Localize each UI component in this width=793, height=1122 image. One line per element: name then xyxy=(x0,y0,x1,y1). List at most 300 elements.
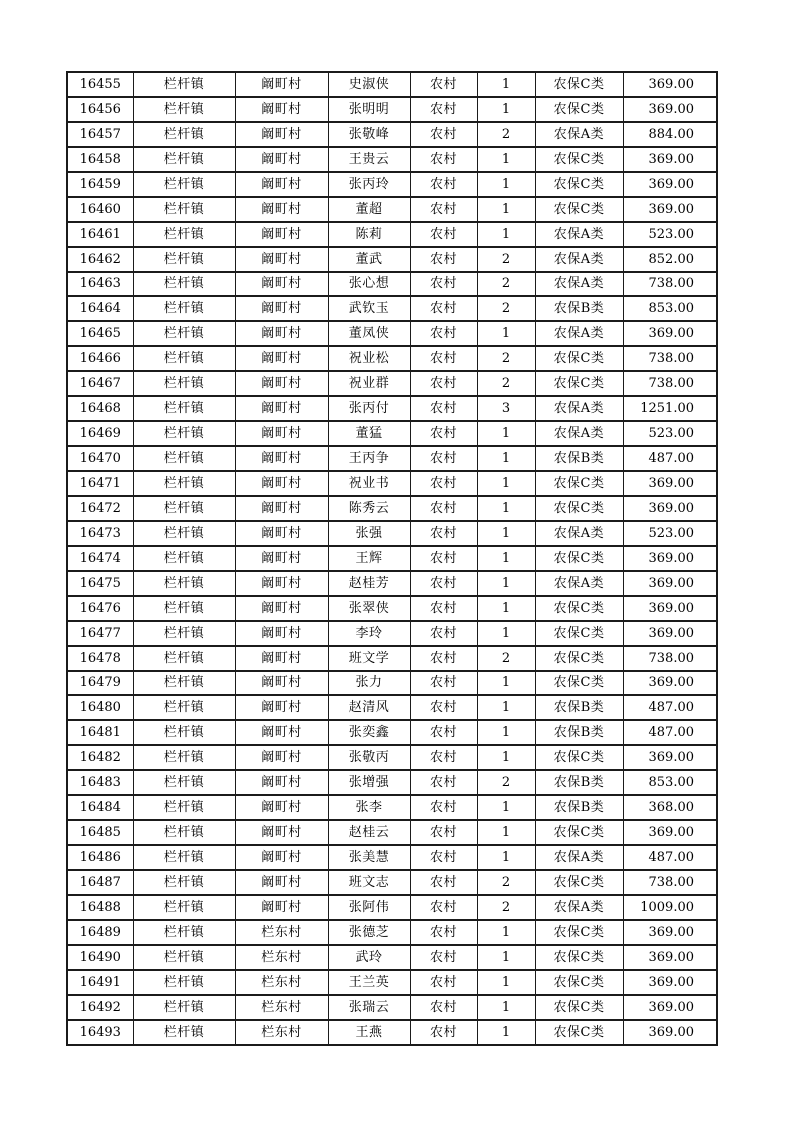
cell-residence-type: 农村 xyxy=(410,895,477,920)
table-row xyxy=(67,247,717,272)
table-row xyxy=(67,321,717,346)
cell-town: 栏杆镇 xyxy=(133,496,235,521)
cell-residence-type: 农村 xyxy=(410,646,477,671)
cell-insurance-category: 农保C类 xyxy=(535,820,623,845)
cell-amount: 369.00 xyxy=(623,745,717,770)
cell-town: 栏杆镇 xyxy=(133,446,235,471)
cell-amount: 487.00 xyxy=(623,845,717,870)
cell-village: 阚町村 xyxy=(235,596,328,621)
cell-person-name: 张增强 xyxy=(328,770,410,795)
table-row xyxy=(67,172,717,197)
table-row xyxy=(67,970,717,995)
cell-person-count: 1 xyxy=(477,720,535,745)
cell-insurance-category: 农保A类 xyxy=(535,222,623,247)
cell-amount: 853.00 xyxy=(623,770,717,795)
cell-village: 阚町村 xyxy=(235,496,328,521)
cell-person-name: 王兰英 xyxy=(328,970,410,995)
cell-town: 栏杆镇 xyxy=(133,172,235,197)
cell-amount: 369.00 xyxy=(623,621,717,646)
table-row xyxy=(67,521,717,546)
cell-village: 阚町村 xyxy=(235,371,328,396)
cell-person-name: 李玲 xyxy=(328,621,410,646)
cell-amount: 369.00 xyxy=(623,820,717,845)
table-row xyxy=(67,920,717,945)
table-row xyxy=(67,995,717,1020)
cell-village: 阚町村 xyxy=(235,421,328,446)
cell-amount: 369.00 xyxy=(623,945,717,970)
cell-village: 阚町村 xyxy=(235,122,328,147)
cell-id: 16472 xyxy=(67,496,133,521)
cell-person-name: 董猛 xyxy=(328,421,410,446)
insurance-roster-table xyxy=(66,71,718,1046)
cell-village: 阚町村 xyxy=(235,272,328,297)
cell-town: 栏杆镇 xyxy=(133,421,235,446)
cell-id: 16469 xyxy=(67,421,133,446)
cell-insurance-category: 农保C类 xyxy=(535,870,623,895)
table-row xyxy=(67,471,717,496)
cell-town: 栏杆镇 xyxy=(133,1020,235,1045)
cell-town: 栏杆镇 xyxy=(133,521,235,546)
cell-village: 阚町村 xyxy=(235,346,328,371)
cell-insurance-category: 农保B类 xyxy=(535,446,623,471)
cell-residence-type: 农村 xyxy=(410,296,477,321)
cell-town: 栏杆镇 xyxy=(133,546,235,571)
cell-amount: 369.00 xyxy=(623,596,717,621)
cell-residence-type: 农村 xyxy=(410,396,477,421)
cell-residence-type: 农村 xyxy=(410,571,477,596)
cell-id: 16488 xyxy=(67,895,133,920)
table-row xyxy=(67,945,717,970)
cell-residence-type: 农村 xyxy=(410,870,477,895)
table-row xyxy=(67,496,717,521)
cell-village: 阚町村 xyxy=(235,820,328,845)
cell-id: 16458 xyxy=(67,147,133,172)
cell-town: 栏杆镇 xyxy=(133,995,235,1020)
cell-amount: 738.00 xyxy=(623,272,717,297)
table-body xyxy=(67,72,717,1045)
cell-village: 阚町村 xyxy=(235,72,328,97)
cell-id: 16474 xyxy=(67,546,133,571)
cell-village: 栏东村 xyxy=(235,995,328,1020)
cell-town: 栏杆镇 xyxy=(133,222,235,247)
table-row xyxy=(67,671,717,696)
table-row xyxy=(67,147,717,172)
cell-residence-type: 农村 xyxy=(410,321,477,346)
cell-residence-type: 农村 xyxy=(410,222,477,247)
table-row xyxy=(67,870,717,895)
cell-person-name: 张翠侠 xyxy=(328,596,410,621)
cell-village: 栏东村 xyxy=(235,1020,328,1045)
cell-amount: 369.00 xyxy=(623,172,717,197)
cell-person-name: 武玲 xyxy=(328,945,410,970)
cell-village: 阚町村 xyxy=(235,845,328,870)
cell-id: 16464 xyxy=(67,296,133,321)
cell-person-count: 1 xyxy=(477,471,535,496)
cell-person-count: 1 xyxy=(477,1020,535,1045)
cell-residence-type: 农村 xyxy=(410,97,477,122)
cell-village: 阚町村 xyxy=(235,745,328,770)
cell-residence-type: 农村 xyxy=(410,122,477,147)
cell-residence-type: 农村 xyxy=(410,346,477,371)
cell-amount: 738.00 xyxy=(623,646,717,671)
cell-town: 栏杆镇 xyxy=(133,272,235,297)
cell-person-name: 张德芝 xyxy=(328,920,410,945)
cell-insurance-category: 农保C类 xyxy=(535,346,623,371)
table-row xyxy=(67,421,717,446)
cell-person-name: 祝业书 xyxy=(328,471,410,496)
cell-residence-type: 农村 xyxy=(410,695,477,720)
cell-town: 栏杆镇 xyxy=(133,197,235,222)
cell-village: 阚町村 xyxy=(235,671,328,696)
cell-village: 阚町村 xyxy=(235,197,328,222)
table-row xyxy=(67,296,717,321)
cell-person-name: 张明明 xyxy=(328,97,410,122)
cell-residence-type: 农村 xyxy=(410,72,477,97)
cell-insurance-category: 农保A类 xyxy=(535,571,623,596)
cell-amount: 369.00 xyxy=(623,197,717,222)
cell-amount: 487.00 xyxy=(623,720,717,745)
table-row xyxy=(67,820,717,845)
cell-residence-type: 农村 xyxy=(410,197,477,222)
table-row xyxy=(67,695,717,720)
cell-residence-type: 农村 xyxy=(410,970,477,995)
cell-town: 栏杆镇 xyxy=(133,371,235,396)
cell-person-count: 2 xyxy=(477,371,535,396)
table-row xyxy=(67,371,717,396)
cell-id: 16486 xyxy=(67,845,133,870)
table-row xyxy=(67,596,717,621)
cell-id: 16477 xyxy=(67,621,133,646)
cell-town: 栏杆镇 xyxy=(133,920,235,945)
cell-town: 栏杆镇 xyxy=(133,870,235,895)
cell-village: 阚町村 xyxy=(235,446,328,471)
cell-insurance-category: 农保B类 xyxy=(535,795,623,820)
cell-person-name: 王丙争 xyxy=(328,446,410,471)
cell-insurance-category: 农保C类 xyxy=(535,671,623,696)
cell-id: 16490 xyxy=(67,945,133,970)
cell-id: 16467 xyxy=(67,371,133,396)
cell-village: 阚町村 xyxy=(235,770,328,795)
cell-person-count: 1 xyxy=(477,421,535,446)
cell-person-name: 班文志 xyxy=(328,870,410,895)
cell-person-count: 3 xyxy=(477,396,535,421)
cell-residence-type: 农村 xyxy=(410,845,477,870)
cell-person-name: 张丙玲 xyxy=(328,172,410,197)
cell-person-name: 张敬峰 xyxy=(328,122,410,147)
cell-residence-type: 农村 xyxy=(410,671,477,696)
cell-id: 16459 xyxy=(67,172,133,197)
cell-person-name: 张美慧 xyxy=(328,845,410,870)
cell-amount: 738.00 xyxy=(623,371,717,396)
table-row xyxy=(67,621,717,646)
table-row xyxy=(67,222,717,247)
cell-person-count: 1 xyxy=(477,222,535,247)
cell-town: 栏杆镇 xyxy=(133,346,235,371)
cell-residence-type: 农村 xyxy=(410,770,477,795)
cell-village: 阚町村 xyxy=(235,571,328,596)
table-row xyxy=(67,795,717,820)
cell-town: 栏杆镇 xyxy=(133,895,235,920)
cell-village: 阚町村 xyxy=(235,321,328,346)
cell-amount: 487.00 xyxy=(623,695,717,720)
cell-amount: 523.00 xyxy=(623,421,717,446)
cell-town: 栏杆镇 xyxy=(133,646,235,671)
cell-insurance-category: 农保C类 xyxy=(535,546,623,571)
cell-person-name: 赵清风 xyxy=(328,695,410,720)
cell-person-name: 祝业松 xyxy=(328,346,410,371)
cell-amount: 369.00 xyxy=(623,970,717,995)
table-row xyxy=(67,396,717,421)
cell-id: 16483 xyxy=(67,770,133,795)
cell-person-name: 王贵云 xyxy=(328,147,410,172)
table-row xyxy=(67,571,717,596)
cell-person-count: 1 xyxy=(477,172,535,197)
cell-village: 阚町村 xyxy=(235,97,328,122)
cell-amount: 487.00 xyxy=(623,446,717,471)
cell-insurance-category: 农保C类 xyxy=(535,621,623,646)
cell-village: 阚町村 xyxy=(235,895,328,920)
cell-insurance-category: 农保C类 xyxy=(535,72,623,97)
cell-insurance-category: 农保C类 xyxy=(535,1020,623,1045)
cell-amount: 852.00 xyxy=(623,247,717,272)
cell-insurance-category: 农保C类 xyxy=(535,197,623,222)
cell-town: 栏杆镇 xyxy=(133,97,235,122)
cell-person-count: 1 xyxy=(477,795,535,820)
cell-id: 16485 xyxy=(67,820,133,845)
cell-amount: 884.00 xyxy=(623,122,717,147)
cell-amount: 369.00 xyxy=(623,97,717,122)
cell-insurance-category: 农保B类 xyxy=(535,296,623,321)
cell-person-count: 1 xyxy=(477,446,535,471)
cell-town: 栏杆镇 xyxy=(133,745,235,770)
cell-village: 阚町村 xyxy=(235,296,328,321)
cell-town: 栏杆镇 xyxy=(133,970,235,995)
cell-village: 阚町村 xyxy=(235,695,328,720)
cell-village: 阚町村 xyxy=(235,795,328,820)
cell-id: 16456 xyxy=(67,97,133,122)
cell-town: 栏杆镇 xyxy=(133,72,235,97)
cell-id: 16491 xyxy=(67,970,133,995)
cell-amount: 523.00 xyxy=(623,222,717,247)
cell-village: 阚町村 xyxy=(235,621,328,646)
cell-insurance-category: 农保C类 xyxy=(535,745,623,770)
cell-village: 阚町村 xyxy=(235,521,328,546)
table-row xyxy=(67,272,717,297)
cell-amount: 369.00 xyxy=(623,496,717,521)
cell-person-count: 1 xyxy=(477,321,535,346)
cell-amount: 369.00 xyxy=(623,995,717,1020)
cell-person-count: 1 xyxy=(477,920,535,945)
cell-person-name: 祝业群 xyxy=(328,371,410,396)
cell-amount: 369.00 xyxy=(623,671,717,696)
cell-person-count: 1 xyxy=(477,97,535,122)
cell-person-count: 1 xyxy=(477,546,535,571)
cell-town: 栏杆镇 xyxy=(133,471,235,496)
cell-person-name: 张心想 xyxy=(328,272,410,297)
cell-village: 阚町村 xyxy=(235,247,328,272)
cell-town: 栏杆镇 xyxy=(133,820,235,845)
cell-person-count: 1 xyxy=(477,820,535,845)
cell-person-name: 张奕鑫 xyxy=(328,720,410,745)
cell-residence-type: 农村 xyxy=(410,471,477,496)
cell-person-count: 2 xyxy=(477,770,535,795)
cell-amount: 369.00 xyxy=(623,546,717,571)
cell-town: 栏杆镇 xyxy=(133,845,235,870)
cell-person-name: 班文学 xyxy=(328,646,410,671)
cell-person-name: 张李 xyxy=(328,795,410,820)
table-row xyxy=(67,546,717,571)
cell-town: 栏杆镇 xyxy=(133,122,235,147)
cell-insurance-category: 农保C类 xyxy=(535,646,623,671)
cell-person-count: 1 xyxy=(477,596,535,621)
cell-residence-type: 农村 xyxy=(410,920,477,945)
cell-person-count: 2 xyxy=(477,646,535,671)
cell-village: 栏东村 xyxy=(235,970,328,995)
cell-person-name: 赵桂云 xyxy=(328,820,410,845)
cell-town: 栏杆镇 xyxy=(133,247,235,272)
cell-village: 阚町村 xyxy=(235,396,328,421)
cell-id: 16487 xyxy=(67,870,133,895)
cell-town: 栏杆镇 xyxy=(133,147,235,172)
table-row xyxy=(67,745,717,770)
cell-residence-type: 农村 xyxy=(410,446,477,471)
cell-id: 16481 xyxy=(67,720,133,745)
cell-insurance-category: 农保C类 xyxy=(535,596,623,621)
cell-person-name: 赵桂芳 xyxy=(328,571,410,596)
cell-town: 栏杆镇 xyxy=(133,795,235,820)
cell-amount: 738.00 xyxy=(623,346,717,371)
cell-village: 阚町村 xyxy=(235,546,328,571)
cell-id: 16465 xyxy=(67,321,133,346)
cell-insurance-category: 农保C类 xyxy=(535,496,623,521)
table-row xyxy=(67,197,717,222)
cell-id: 16463 xyxy=(67,272,133,297)
cell-person-count: 1 xyxy=(477,995,535,1020)
cell-insurance-category: 农保A类 xyxy=(535,396,623,421)
cell-id: 16493 xyxy=(67,1020,133,1045)
cell-town: 栏杆镇 xyxy=(133,621,235,646)
cell-amount: 853.00 xyxy=(623,296,717,321)
cell-town: 栏杆镇 xyxy=(133,396,235,421)
cell-village: 阚町村 xyxy=(235,720,328,745)
cell-person-name: 张瑞云 xyxy=(328,995,410,1020)
cell-insurance-category: 农保A类 xyxy=(535,122,623,147)
cell-village: 栏东村 xyxy=(235,920,328,945)
cell-id: 16470 xyxy=(67,446,133,471)
cell-id: 16489 xyxy=(67,920,133,945)
cell-id: 16466 xyxy=(67,346,133,371)
cell-person-count: 1 xyxy=(477,745,535,770)
cell-insurance-category: 农保B类 xyxy=(535,770,623,795)
cell-insurance-category: 农保C类 xyxy=(535,970,623,995)
cell-insurance-category: 农保C类 xyxy=(535,172,623,197)
cell-amount: 369.00 xyxy=(623,72,717,97)
cell-amount: 738.00 xyxy=(623,870,717,895)
cell-id: 16455 xyxy=(67,72,133,97)
cell-residence-type: 农村 xyxy=(410,496,477,521)
table-row xyxy=(67,72,717,97)
cell-amount: 369.00 xyxy=(623,321,717,346)
cell-insurance-category: 农保B类 xyxy=(535,695,623,720)
cell-person-count: 2 xyxy=(477,122,535,147)
cell-id: 16479 xyxy=(67,671,133,696)
cell-person-count: 2 xyxy=(477,247,535,272)
cell-id: 16473 xyxy=(67,521,133,546)
cell-amount: 368.00 xyxy=(623,795,717,820)
cell-person-name: 董凤侠 xyxy=(328,321,410,346)
cell-person-name: 史淑侠 xyxy=(328,72,410,97)
cell-insurance-category: 农保A类 xyxy=(535,521,623,546)
cell-amount: 1009.00 xyxy=(623,895,717,920)
cell-village: 阚町村 xyxy=(235,147,328,172)
cell-insurance-category: 农保C类 xyxy=(535,471,623,496)
cell-amount: 369.00 xyxy=(623,920,717,945)
cell-person-name: 张阿伟 xyxy=(328,895,410,920)
cell-id: 16471 xyxy=(67,471,133,496)
cell-person-name: 张丙付 xyxy=(328,396,410,421)
cell-residence-type: 农村 xyxy=(410,421,477,446)
cell-insurance-category: 农保A类 xyxy=(535,272,623,297)
cell-insurance-category: 农保A类 xyxy=(535,421,623,446)
cell-town: 栏杆镇 xyxy=(133,296,235,321)
cell-residence-type: 农村 xyxy=(410,621,477,646)
cell-person-name: 陈秀云 xyxy=(328,496,410,521)
table-row xyxy=(67,97,717,122)
cell-town: 栏杆镇 xyxy=(133,671,235,696)
table-row xyxy=(67,895,717,920)
cell-amount: 369.00 xyxy=(623,1020,717,1045)
cell-person-name: 董超 xyxy=(328,197,410,222)
cell-person-count: 1 xyxy=(477,496,535,521)
cell-residence-type: 农村 xyxy=(410,1020,477,1045)
cell-residence-type: 农村 xyxy=(410,720,477,745)
cell-town: 栏杆镇 xyxy=(133,695,235,720)
cell-person-count: 1 xyxy=(477,147,535,172)
cell-person-count: 1 xyxy=(477,72,535,97)
cell-person-name: 张敬丙 xyxy=(328,745,410,770)
cell-insurance-category: 农保C类 xyxy=(535,147,623,172)
cell-id: 16482 xyxy=(67,745,133,770)
cell-id: 16480 xyxy=(67,695,133,720)
cell-residence-type: 农村 xyxy=(410,745,477,770)
cell-id: 16475 xyxy=(67,571,133,596)
cell-person-name: 王辉 xyxy=(328,546,410,571)
cell-person-count: 1 xyxy=(477,695,535,720)
cell-insurance-category: 农保C类 xyxy=(535,97,623,122)
cell-amount: 1251.00 xyxy=(623,396,717,421)
cell-person-count: 1 xyxy=(477,197,535,222)
cell-id: 16492 xyxy=(67,995,133,1020)
cell-town: 栏杆镇 xyxy=(133,596,235,621)
cell-person-count: 1 xyxy=(477,521,535,546)
cell-person-count: 1 xyxy=(477,945,535,970)
cell-town: 栏杆镇 xyxy=(133,770,235,795)
cell-amount: 369.00 xyxy=(623,471,717,496)
cell-residence-type: 农村 xyxy=(410,147,477,172)
cell-insurance-category: 农保C类 xyxy=(535,945,623,970)
cell-residence-type: 农村 xyxy=(410,820,477,845)
cell-person-count: 2 xyxy=(477,296,535,321)
cell-person-name: 武钦玉 xyxy=(328,296,410,321)
cell-residence-type: 农村 xyxy=(410,521,477,546)
cell-insurance-category: 农保B类 xyxy=(535,720,623,745)
cell-residence-type: 农村 xyxy=(410,371,477,396)
cell-person-count: 2 xyxy=(477,895,535,920)
table-row xyxy=(67,1020,717,1045)
cell-town: 栏杆镇 xyxy=(133,321,235,346)
cell-id: 16468 xyxy=(67,396,133,421)
cell-person-name: 张强 xyxy=(328,521,410,546)
